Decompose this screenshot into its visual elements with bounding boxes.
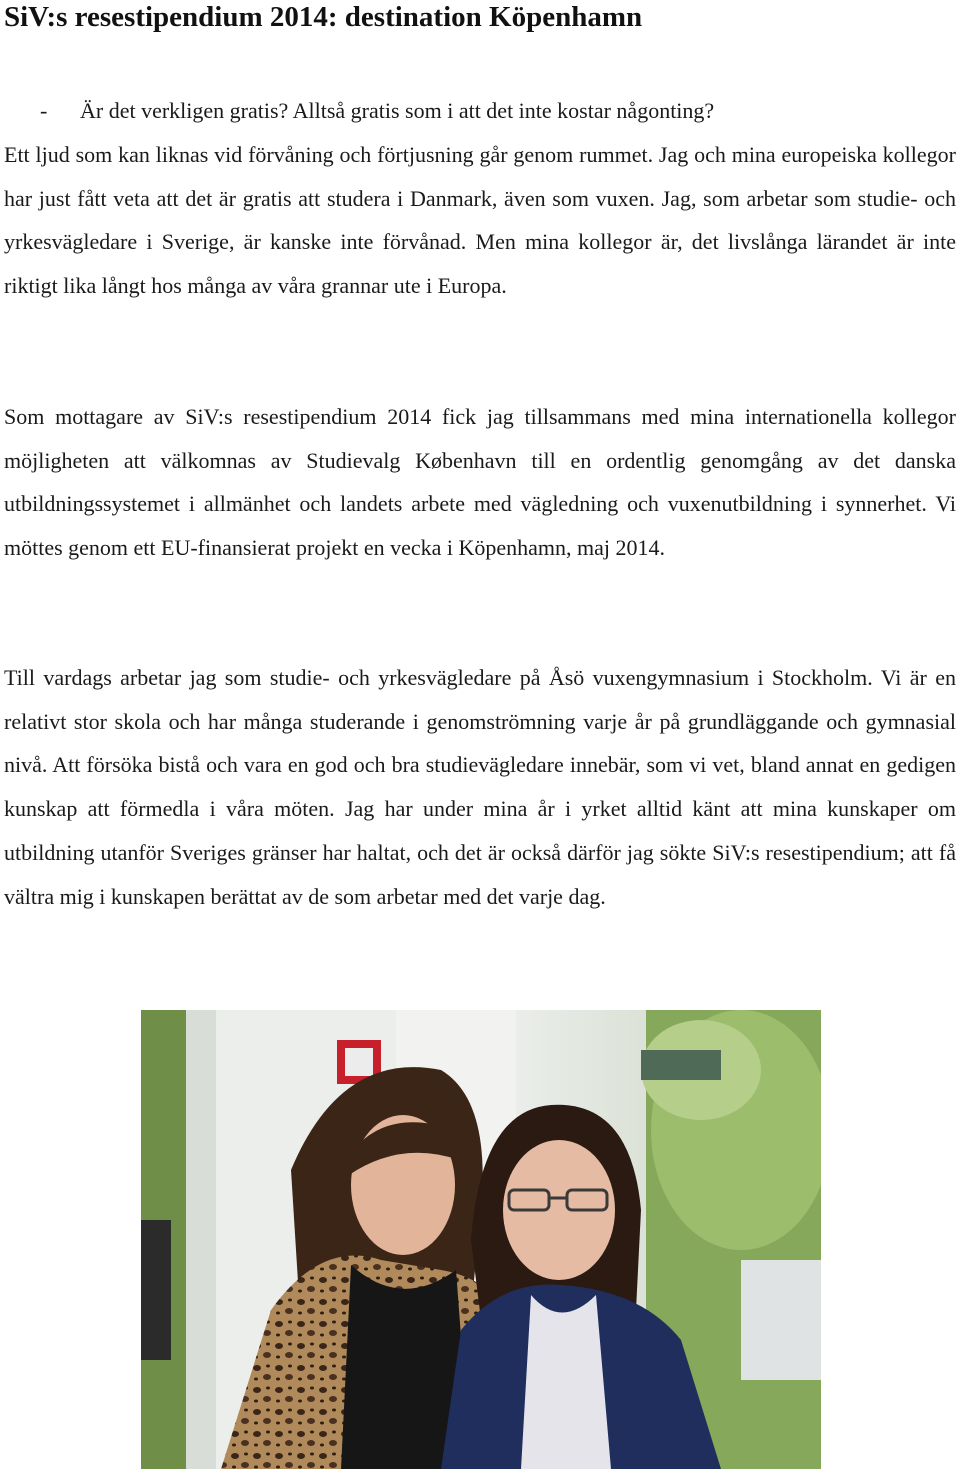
photo-two-women <box>141 1010 821 1469</box>
opening-quote <box>4 96 956 126</box>
paragraph-3: Till vardags arbetar jag som studie- och yrkesvägledare på Åsö vuxengymnasium i Stockholm. Vi är en relativt stor skola och har många studerande i genomströmning varje år på grundläggande och gymnasial nivå. Att försöka bistå och vara en god och bra studievägledare innebär, som vi vet, bland annat en gedigen kunskap att förmedla i våra möten. Jag har under mina år i yrket alltid känt att mina kunskaper om utbildning utanför Sveriges gränser har haltat, och det är också därför jag sökte SiV:s resestipendium; att få vältra mig i kunskapen berättat av de som arbetar med det varje dag. <box>4 665 956 909</box>
paragraph-1: Ett ljud som kan liknas vid förvåning och förtjusning går genom rummet. Jag och mina europeiska kollegor har just fått veta att det är gratis att studera i Danmark, även som vuxen. Jag, som arbetar som studie- och yrkesvägledare i Sverige, är kanske inte förvånad. Men mina kollegor är, det livslånga lärandet är inte riktigt lika långt hos många av våra grannar ute i Europa. <box>4 142 956 299</box>
quote-dash: - <box>40 98 48 123</box>
quote-text: Är det verkligen gratis? Alltså gratis som i att det inte kostar någonting? <box>80 98 715 123</box>
page-title: SiV:s resestipendium 2014: destination Köpenhamn <box>4 1 643 33</box>
paragraph-2: Som mottagare av SiV:s resestipendium 2014 fick jag tillsammans med mina internationella kollegor möjligheten att välkomnas av Studievalg København till en ordentlig genomgång av det danska utbildningssystemet i allmänhet och landets arbete med vägledning och vuxenutbildning i synnerhet. Vi möttes genom ett EU-finansierat projekt en vecka i Köpenhamn, maj 2014. <box>4 404 956 561</box>
